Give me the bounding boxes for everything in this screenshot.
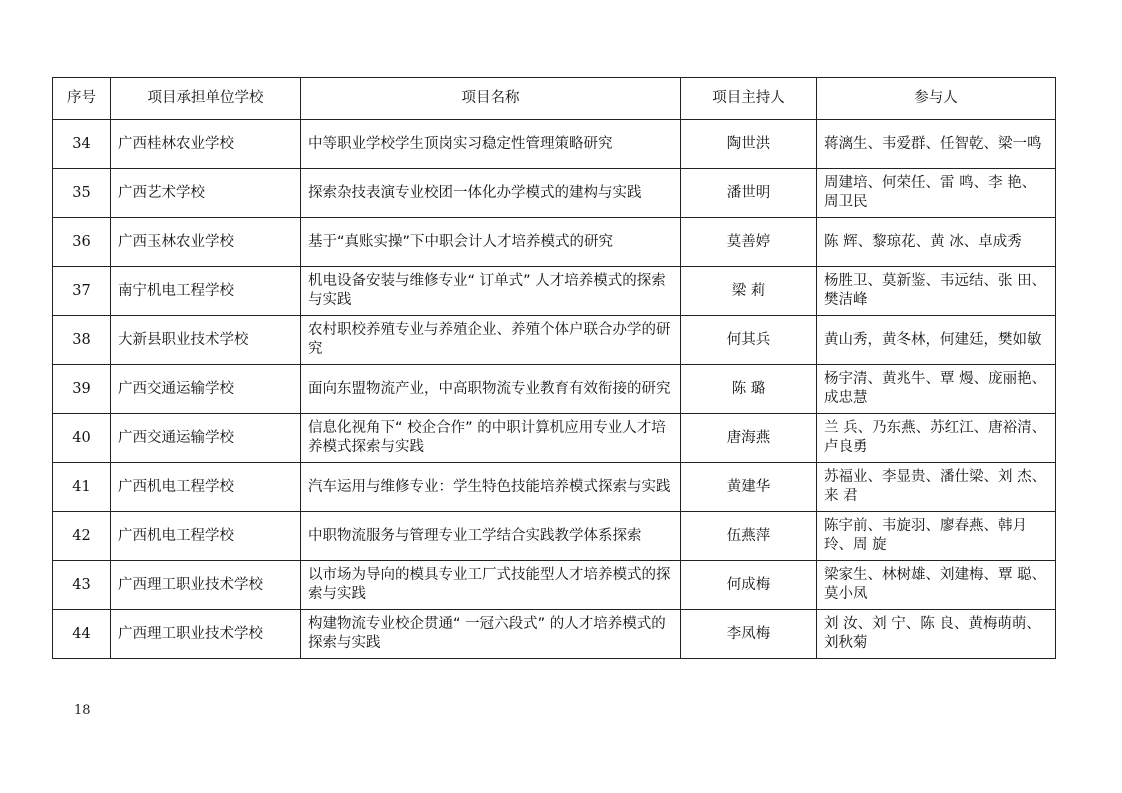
participants-cell: 陈宇前、韦旋羽、廖春燕、韩月玲、周 旋: [817, 512, 1056, 561]
header-participants: 参与人: [817, 78, 1056, 120]
school-cell: 广西交通运输学校: [111, 414, 301, 463]
table-row: [53, 267, 1056, 316]
table-body: [53, 120, 1056, 659]
school-cell: 广西理工职业技术学校: [111, 561, 301, 610]
row-number: 39: [53, 365, 111, 414]
table-row: [53, 610, 1056, 659]
row-number: 40: [53, 414, 111, 463]
participants-cell: 刘 汝、刘 宁、陈 良、黄梅萌萌、刘秋菊: [817, 610, 1056, 659]
row-number: 41: [53, 463, 111, 512]
participants-cell: 蒋漓生、韦爱群、任智乾、梁一鸣: [817, 120, 1056, 169]
project-name-cell: 机电设备安装与维修专业“ 订单式” 人才培养模式的探索与实践: [301, 267, 681, 316]
host-cell: 李凤梅: [681, 610, 817, 659]
row-number: 42: [53, 512, 111, 561]
host-cell: 陶世洪: [681, 120, 817, 169]
school-cell: 广西交通运输学校: [111, 365, 301, 414]
school-cell: 广西桂林农业学校: [111, 120, 301, 169]
table-row: [53, 561, 1056, 610]
project-name-cell: 中职物流服务与管理专业工学结合实践教学体系探索: [301, 512, 681, 561]
header-school: 项目承担单位学校: [111, 78, 301, 120]
school-cell: 广西机电工程学校: [111, 512, 301, 561]
header-project-name: 项目名称: [301, 78, 681, 120]
participants-cell: 周建培、何荣任、雷 鸣、李 艳、周卫民: [817, 169, 1056, 218]
table-row: [53, 365, 1056, 414]
participants-cell: 梁家生、林树雄、刘建梅、覃 聪、莫小凤: [817, 561, 1056, 610]
row-number: 34: [53, 120, 111, 169]
host-cell: 唐海燕: [681, 414, 817, 463]
header-host: 项目主持人: [681, 78, 817, 120]
row-number: 43: [53, 561, 111, 610]
participants-cell: 杨宇清、黄兆牛、覃 熳、庞丽艳、成忠慧: [817, 365, 1056, 414]
participants-cell: 杨胜卫、莫新鉴、韦远结、张 田、樊洁峰: [817, 267, 1056, 316]
table-row: [53, 512, 1056, 561]
row-number: 38: [53, 316, 111, 365]
host-cell: 梁 莉: [681, 267, 817, 316]
table-row: [53, 414, 1056, 463]
project-name-cell: 以市场为导向的模具专业工厂式技能型人才培养模式的探索与实践: [301, 561, 681, 610]
table-row: [53, 463, 1056, 512]
table-row: [53, 316, 1056, 365]
project-name-cell: 信息化视角下“ 校企合作” 的中职计算机应用专业人才培养模式探索与实践: [301, 414, 681, 463]
participants-cell: 陈 辉、黎琼花、黄 冰、卓成秀: [817, 218, 1056, 267]
participants-cell: 苏福业、李显贵、潘仕梁、刘 杰、来 君: [817, 463, 1056, 512]
school-cell: 大新县职业技术学校: [111, 316, 301, 365]
header-no: 序号: [53, 78, 111, 120]
project-table: [52, 77, 1056, 659]
host-cell: 莫善婷: [681, 218, 817, 267]
row-number: 44: [53, 610, 111, 659]
project-name-cell: 构建物流专业校企贯通“ 一冠六段式” 的人才培养模式的探索与实践: [301, 610, 681, 659]
host-cell: 何成梅: [681, 561, 817, 610]
school-cell: 广西机电工程学校: [111, 463, 301, 512]
project-name-cell: 探索杂技表演专业校团一体化办学模式的建构与实践: [301, 169, 681, 218]
table-row: [53, 120, 1056, 169]
school-cell: 南宁机电工程学校: [111, 267, 301, 316]
host-cell: 黄建华: [681, 463, 817, 512]
project-name-cell: 基于“真账实操”下中职会计人才培养模式的研究: [301, 218, 681, 267]
school-cell: 广西艺术学校: [111, 169, 301, 218]
participants-cell: 兰 兵、乃东燕、苏红江、唐裕清、卢良勇: [817, 414, 1056, 463]
project-name-cell: 汽车运用与维修专业：学生特色技能培养模式探索与实践: [301, 463, 681, 512]
host-cell: 潘世明: [681, 169, 817, 218]
host-cell: 陈 璐: [681, 365, 817, 414]
row-number: 35: [53, 169, 111, 218]
project-name-cell: 面向东盟物流产业，中高职物流专业教育有效衔接的研究: [301, 365, 681, 414]
row-number: 37: [53, 267, 111, 316]
participants-cell: 黄山秀，黄冬林，何建廷，樊如敏: [817, 316, 1056, 365]
table-row: [53, 218, 1056, 267]
project-name-cell: 中等职业学校学生顶岗实习稳定性管理策略研究: [301, 120, 681, 169]
project-name-cell: 农村职校养殖专业与养殖企业、养殖个体户联合办学的研究: [301, 316, 681, 365]
host-cell: 伍燕萍: [681, 512, 817, 561]
table-header-row: [53, 78, 1056, 120]
school-cell: 广西玉林农业学校: [111, 218, 301, 267]
school-cell: 广西理工职业技术学校: [111, 610, 301, 659]
table-row: [53, 169, 1056, 218]
host-cell: 何其兵: [681, 316, 817, 365]
row-number: 36: [53, 218, 111, 267]
page-number: 18: [74, 703, 91, 718]
